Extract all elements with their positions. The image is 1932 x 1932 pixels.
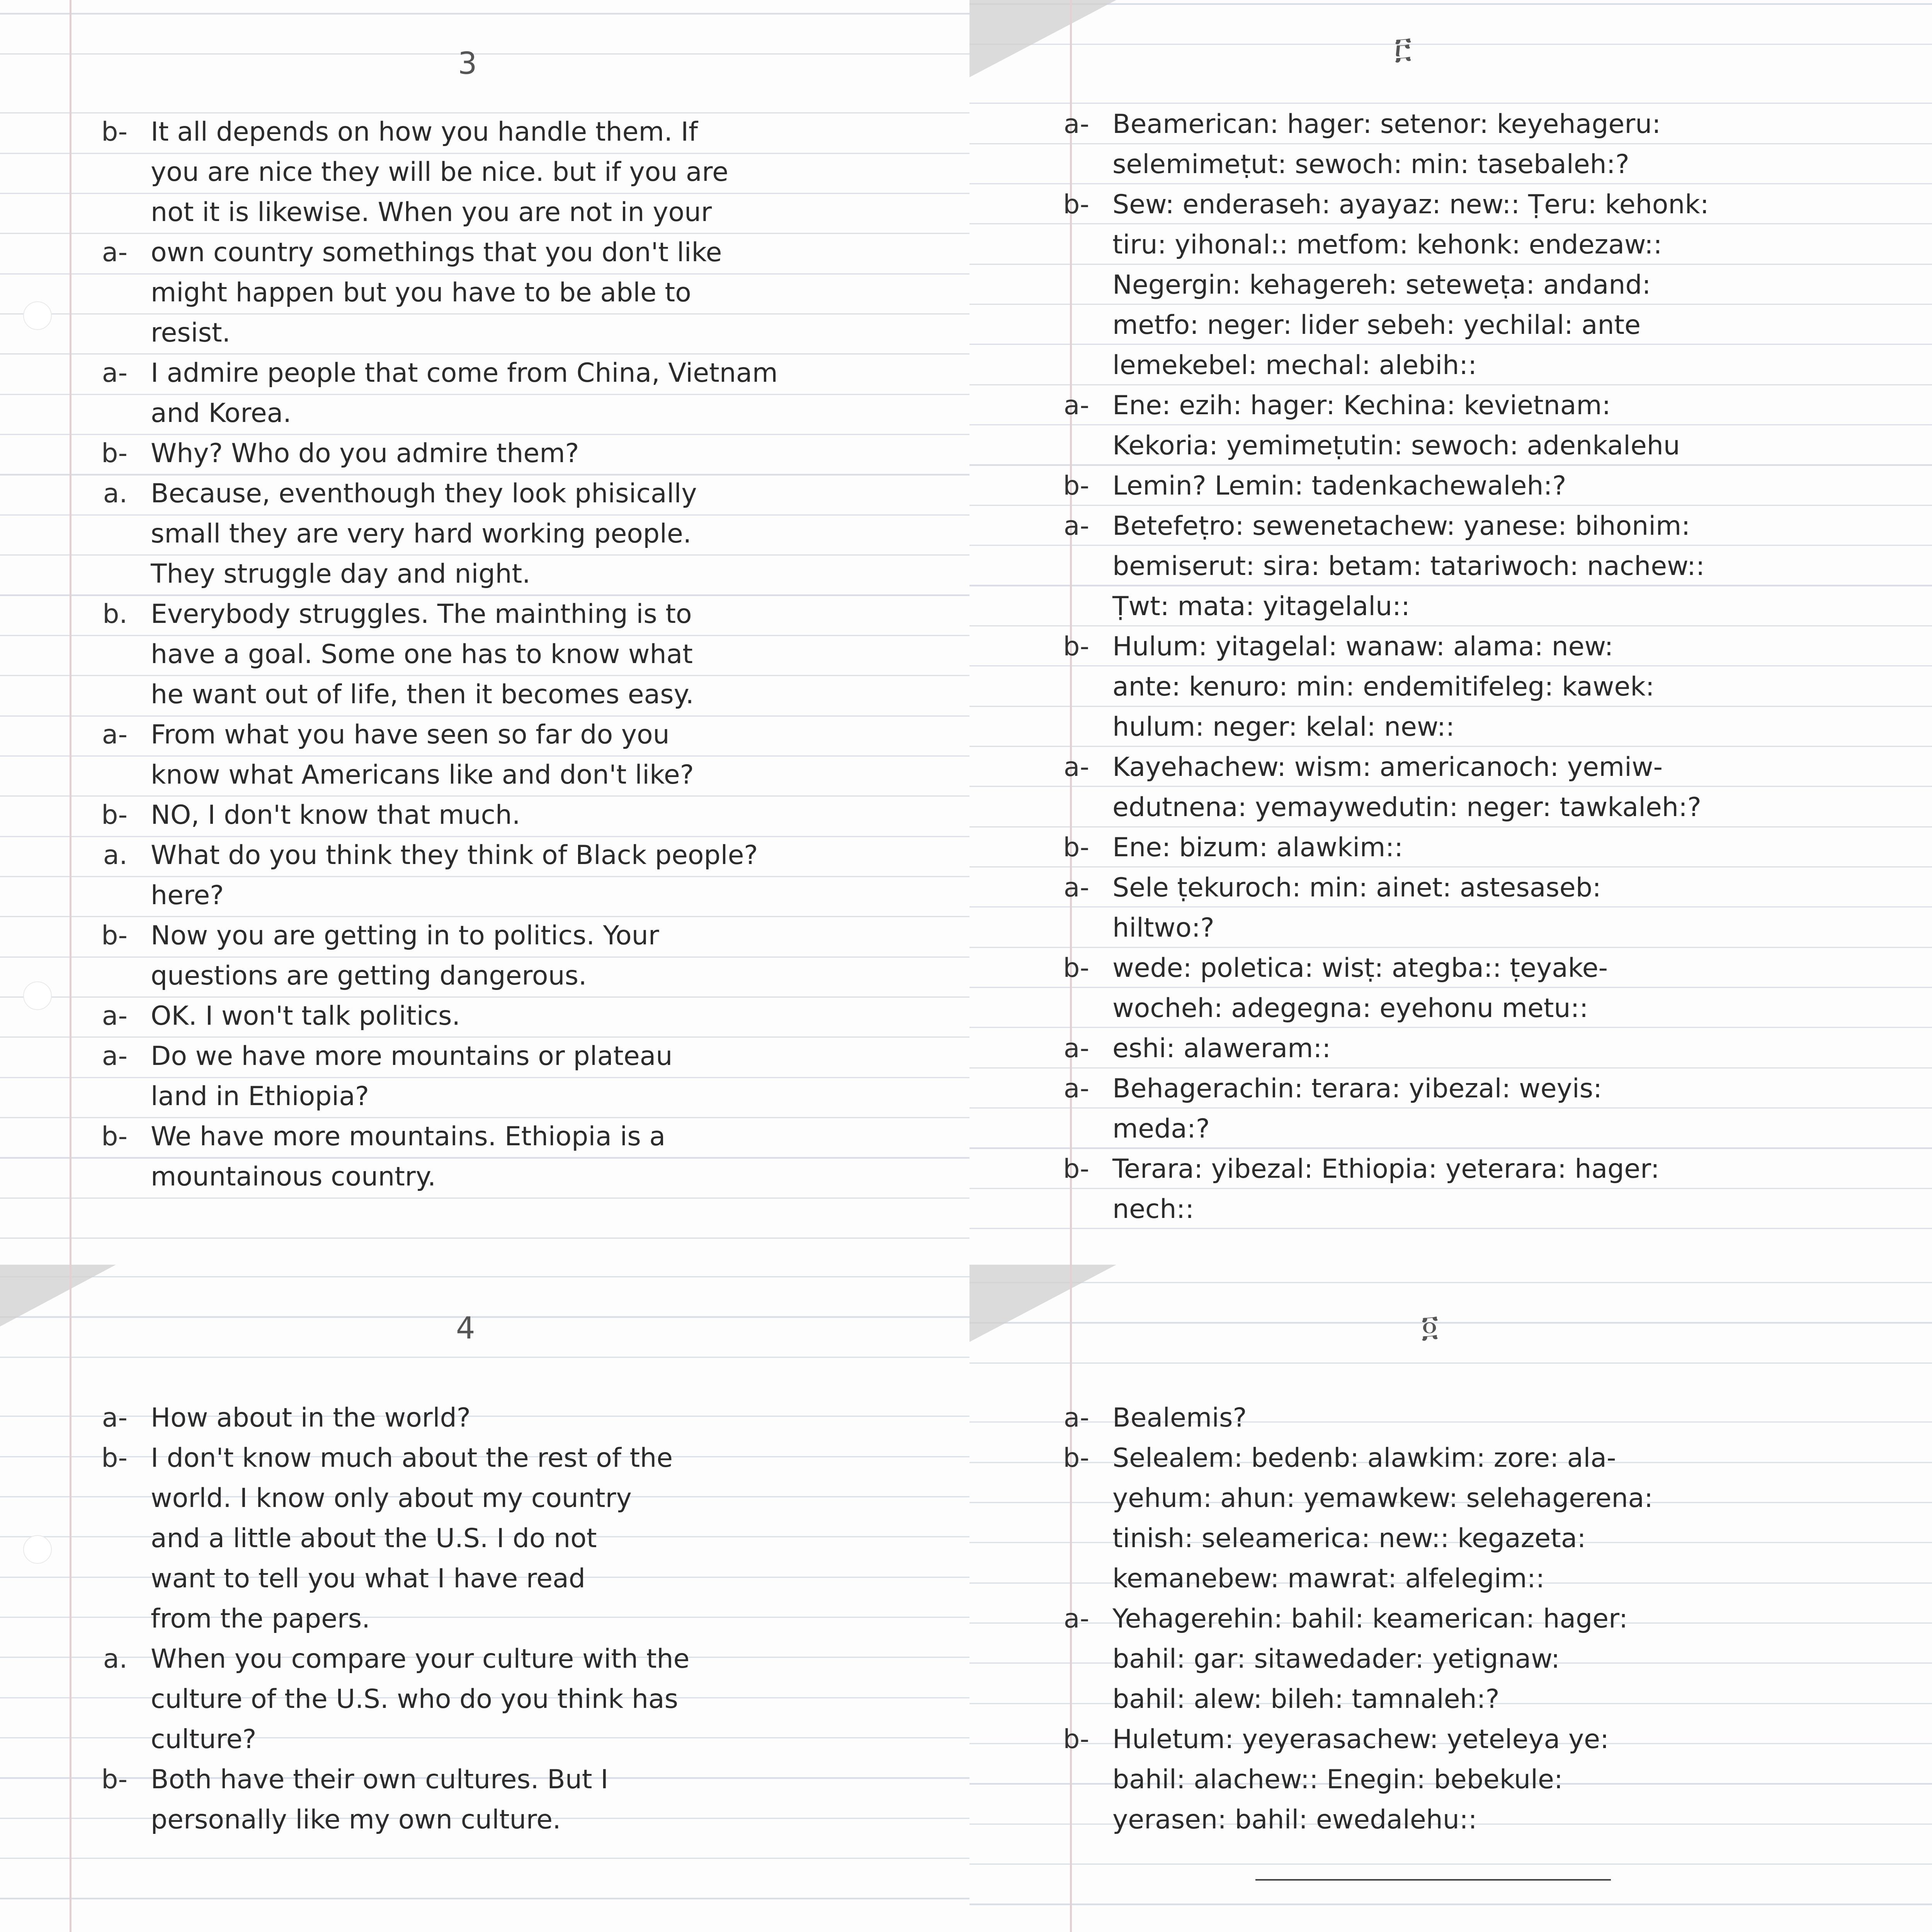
speaker-label: b- [101, 800, 128, 830]
line-text: wocheh: adegegna: eyehonu metu:: [1112, 993, 1588, 1024]
binder-hole [23, 301, 52, 330]
line-text: bahil: gar: sitawedader: yetignaw: [1112, 1644, 1560, 1674]
transcript-line [101, 1760, 609, 1800]
speaker-label: a- [102, 358, 128, 388]
transcript-line [1063, 1398, 1247, 1438]
speaker-label: a- [1063, 1403, 1089, 1433]
speaker-label: b. [102, 599, 128, 629]
torn-corner [969, 1265, 1116, 1342]
transcript-line [1063, 868, 1601, 908]
transcript-line [151, 393, 291, 434]
line-text: Ene: ezih: hager: Kechina: kevietnam: [1112, 390, 1611, 421]
transcript-line [151, 956, 587, 996]
transcript-line [101, 1438, 673, 1478]
transcript-line [1112, 1189, 1194, 1230]
transcript-line [1063, 1599, 1628, 1639]
line-text: might happen but you have to be able to [151, 277, 691, 308]
line-text: tiru: yihonal:: metfom: kehonk: endezaw:: [1112, 230, 1662, 260]
speaker-label: a. [103, 478, 128, 509]
line-text: meda:? [1112, 1114, 1210, 1144]
line-text: It all depends on how you handle them. If [151, 117, 698, 147]
transcript-line [151, 634, 693, 675]
transcript-line [1063, 386, 1611, 426]
line-text: from the papers. [151, 1604, 370, 1634]
line-text: world. I know only about my country [151, 1483, 632, 1514]
transcript-line [1112, 1679, 1500, 1719]
line-text: Bealemis? [1112, 1403, 1247, 1433]
notebook-page-3 [0, 0, 969, 1265]
transcript-line [151, 1599, 370, 1639]
line-text: OK. I won't talk politics. [151, 1001, 461, 1031]
speaker-label: b- [1063, 1724, 1089, 1755]
transcript-line [1112, 546, 1705, 587]
line-text: bahil: alew: bileh: tamnaleh:? [1112, 1684, 1500, 1714]
transcript-line [1063, 466, 1566, 506]
line-text: metfo: neger: lider sebeh: yechilal: ante [1112, 310, 1641, 340]
speaker-label: b- [1063, 1154, 1089, 1184]
line-text: Sele ṭekuroch: min: ainet: astesaseb: [1112, 872, 1601, 903]
speaker-label: a- [1063, 1604, 1089, 1634]
line-text: land in Ethiopia? [151, 1081, 369, 1112]
transcript-line [1112, 587, 1410, 627]
transcript-line [102, 233, 722, 273]
margin-line [1070, 1265, 1072, 1932]
page-number: 4 [456, 1311, 475, 1346]
line-text: and a little about the U.S. I do not [151, 1523, 597, 1554]
line-text: Both have their own cultures. But I [151, 1764, 609, 1795]
line-text: How about in the world? [151, 1403, 471, 1433]
transcript-line [1063, 1069, 1602, 1109]
line-text: Ṭwt: mata: yitagelalu:: [1112, 591, 1410, 622]
transcript-line [1063, 948, 1608, 988]
margin-line [70, 1265, 71, 1932]
line-text: wede: poletica: wisṭ: ategba:: ṭeyake- [1112, 953, 1608, 983]
transcript-line [103, 474, 697, 514]
line-text: know what Americans like and don't like? [151, 760, 694, 790]
transcript-line [151, 1719, 257, 1760]
transcript-line [151, 876, 224, 916]
transcript-line [1063, 1029, 1331, 1069]
transcript-line [1112, 787, 1701, 828]
binder-hole [23, 1535, 52, 1564]
transcript-line [1112, 1800, 1477, 1840]
line-text: Hulum: yitagelal: wanaw: alama: new: [1112, 631, 1614, 662]
transcript-line [101, 434, 579, 474]
line-text: nech:: [1112, 1194, 1194, 1225]
transcript-line [151, 1478, 632, 1519]
transcript-line [101, 916, 659, 956]
transcript-line [1063, 506, 1690, 546]
binder-hole [23, 981, 52, 1010]
transcript-line [1063, 627, 1614, 667]
line-text: Sew: enderaseh: ayayaz: new:: Ṭeru: kehonk: [1112, 189, 1709, 220]
speaker-label: b- [101, 1764, 128, 1795]
speaker-label: b- [101, 1121, 128, 1152]
line-text: resist. [151, 318, 231, 348]
transcript-line [1063, 104, 1661, 145]
line-text: lemekebel: mechal: alebih:: [1112, 350, 1477, 381]
line-text: Selealem: bedenb: alawkim: zore: ala- [1112, 1443, 1616, 1473]
margin-line [70, 0, 71, 1265]
line-text: From what you have seen so far do you [151, 719, 670, 750]
line-text: edutnena: yemaywedutin: neger: tawkaleh:? [1112, 792, 1701, 823]
torn-corner [0, 1265, 116, 1327]
transcript-line [1112, 988, 1588, 1029]
line-text: here? [151, 880, 224, 911]
line-text: have a goal. Some one has to know what [151, 639, 693, 670]
transcript-line [101, 795, 520, 835]
transcript-line [1112, 1478, 1653, 1519]
transcript-line [102, 1036, 673, 1077]
transcript-line [151, 1077, 369, 1117]
transcript-line [102, 996, 461, 1036]
transcript-line [1112, 265, 1651, 305]
line-text: What do you think they think of Black people? [151, 840, 758, 871]
transcript-line [151, 514, 691, 554]
speaker-label: b- [1063, 631, 1089, 662]
speaker-label: b- [101, 117, 128, 147]
speaker-label: a- [102, 719, 128, 750]
line-text: I admire people that come from China, Vietnam [151, 358, 778, 388]
line-text: Betefeṭro: sewenetachew: yanese: bihonim: [1112, 511, 1690, 541]
speaker-label: a- [102, 1001, 128, 1031]
transcript-line [1063, 1438, 1616, 1478]
speaker-label: b- [101, 1443, 128, 1473]
line-text: culture of the U.S. who do you think has [151, 1684, 679, 1714]
page-number: 3 [458, 46, 477, 81]
transcript-line [151, 1800, 561, 1840]
speaker-label: b- [1063, 1443, 1089, 1473]
notebook-page-4-amharic [969, 1265, 1932, 1932]
transcript-line [151, 1519, 597, 1559]
transcript-line [1112, 426, 1680, 466]
line-text: Lemin? Lemin: tadenkachewaleh:? [1112, 471, 1566, 501]
speaker-label: b- [101, 438, 128, 469]
line-text: not it is likewise. When you are not in your [151, 197, 712, 228]
speaker-label: b- [1063, 832, 1089, 863]
transcript-line [1112, 305, 1641, 345]
line-text: culture? [151, 1724, 257, 1755]
transcript-line [1112, 667, 1655, 707]
line-text: Behagerachin: terara: yibezal: weyis: [1112, 1073, 1602, 1104]
speaker-label: a- [1063, 109, 1089, 139]
transcript-line [1112, 1559, 1545, 1599]
transcript-line [151, 1157, 436, 1197]
transcript-line [1063, 1719, 1609, 1760]
line-text: They struggle day and night. [151, 559, 531, 589]
transcript-line [1112, 1639, 1560, 1679]
speaker-label: a- [1063, 752, 1089, 782]
line-text: I don't know much about the rest of the [151, 1443, 673, 1473]
transcript-line [151, 1559, 585, 1599]
transcript-line [151, 1679, 678, 1719]
speaker-label: a- [1063, 390, 1089, 421]
line-text: bahil: alachew:: Enegin: bebekule: [1112, 1764, 1563, 1795]
speaker-label: a- [1063, 1073, 1089, 1104]
speaker-label: a- [102, 1403, 128, 1433]
line-text: Negergin: kehagereh: seteweṭa: andand: [1112, 270, 1651, 300]
speaker-label: a- [1063, 872, 1089, 903]
line-text: Do we have more mountains or plateau [151, 1041, 673, 1071]
page-number: ፫ [1395, 31, 1412, 66]
speaker-label: b- [101, 920, 128, 951]
transcript-line [102, 1398, 471, 1438]
line-text: tinish: seleamerica: new:: kegazeta: [1112, 1523, 1586, 1554]
transcript-line [103, 835, 758, 876]
transcript-line [1112, 145, 1629, 185]
transcript-line [151, 675, 694, 715]
speaker-label: a- [102, 1041, 128, 1071]
transcript-line [151, 755, 694, 795]
line-text: and Korea. [151, 398, 291, 429]
transcript-line [101, 112, 698, 152]
page-number: ፬ [1422, 1309, 1439, 1344]
line-text: Huletum: yeyerasachew: yeteleya ye: [1112, 1724, 1609, 1755]
line-text: you are nice they will be nice. but if you are [151, 157, 728, 187]
line-text: ante: kenuro: min: endemitifeleg: kawek: [1112, 672, 1655, 702]
notebook-page-4 [0, 1265, 969, 1932]
line-text: he want out of life, then it becomes easy. [151, 679, 694, 710]
transcript-line [101, 1117, 666, 1157]
line-text: Because, eventhough they look phisically [151, 478, 697, 509]
line-text: want to tell you what I have read [151, 1563, 585, 1594]
speaker-label: a. [103, 840, 128, 871]
speaker-label: b- [1063, 189, 1089, 220]
line-text: own country somethings that you don't like [151, 237, 722, 268]
transcript-line [102, 715, 670, 755]
transcript-line [1112, 1109, 1210, 1149]
line-text: yehum: ahun: yemawkew: selehagerena: [1112, 1483, 1653, 1514]
transcript-line [1112, 908, 1214, 948]
speaker-label: b- [1063, 953, 1089, 983]
line-text: Why? Who do you admire them? [151, 438, 579, 469]
transcript-line [1112, 345, 1477, 386]
line-text: yerasen: bahil: ewedalehu:: [1112, 1804, 1477, 1835]
line-text: Beamerican: hager: setenor: keyehageru: [1112, 109, 1661, 139]
transcript-line [1063, 1149, 1660, 1189]
speaker-label: b- [1063, 471, 1089, 501]
transcript-line [1112, 707, 1455, 747]
torn-corner [969, 0, 1116, 77]
line-text: Kekoria: yemimeṭutin: sewoch: adenkalehu [1112, 430, 1680, 461]
transcript-line [151, 192, 712, 233]
line-text: Ene: bizum: alawkim:: [1112, 832, 1403, 863]
line-text: When you compare your culture with the [151, 1644, 690, 1674]
transcript-line [151, 554, 531, 594]
line-text: personally like my own culture. [151, 1804, 561, 1835]
transcript-line [1063, 828, 1403, 868]
divider-rule [1255, 1879, 1611, 1881]
transcript-line [1063, 747, 1663, 787]
line-text: Now you are getting in to politics. Your [151, 920, 659, 951]
line-text: We have more mountains. Ethiopia is a [151, 1121, 666, 1152]
transcript-line [103, 1639, 690, 1679]
line-text: hiltwo:? [1112, 913, 1214, 943]
transcript-line [1063, 185, 1709, 225]
line-text: hulum: neger: kelal: new:: [1112, 712, 1455, 742]
line-text: bemiserut: sira: betam: tatariwoch: nachew:: [1112, 551, 1705, 582]
line-text: eshi: alaweram:: [1112, 1033, 1331, 1064]
line-text: mountainous country. [151, 1162, 436, 1192]
speaker-label: a- [1063, 1033, 1089, 1064]
speaker-label: a- [102, 237, 128, 268]
transcript-line [1112, 1519, 1586, 1559]
transcript-line [151, 313, 230, 353]
speaker-label: a- [1063, 511, 1089, 541]
line-text: Everybody struggles. The mainthing is to [151, 599, 692, 629]
line-text: kemanebew: mawrat: alfelegim:: [1112, 1563, 1545, 1594]
line-text: NO, I don't know that much. [151, 800, 520, 830]
line-text: Yehagerehin: bahil: keamerican: hager: [1112, 1604, 1628, 1634]
transcript-line [1112, 225, 1662, 265]
line-text: Terara: yibezal: Ethiopia: yeterara: hager: [1112, 1154, 1660, 1184]
line-text: Kayehachew: wism: americanoch: yemiw- [1112, 752, 1663, 782]
transcript-line [151, 152, 728, 192]
transcript-line [102, 353, 778, 393]
notebook-page-3-amharic [969, 0, 1932, 1265]
transcript-line [1112, 1760, 1563, 1800]
line-text: questions are getting dangerous. [151, 961, 587, 991]
line-text: selemimeṭut: sewoch: min: tasebaleh:? [1112, 149, 1629, 180]
line-text: small they are very hard working people. [151, 519, 692, 549]
transcript-line [151, 273, 691, 313]
speaker-label: a. [103, 1644, 128, 1674]
transcript-line [102, 594, 692, 634]
